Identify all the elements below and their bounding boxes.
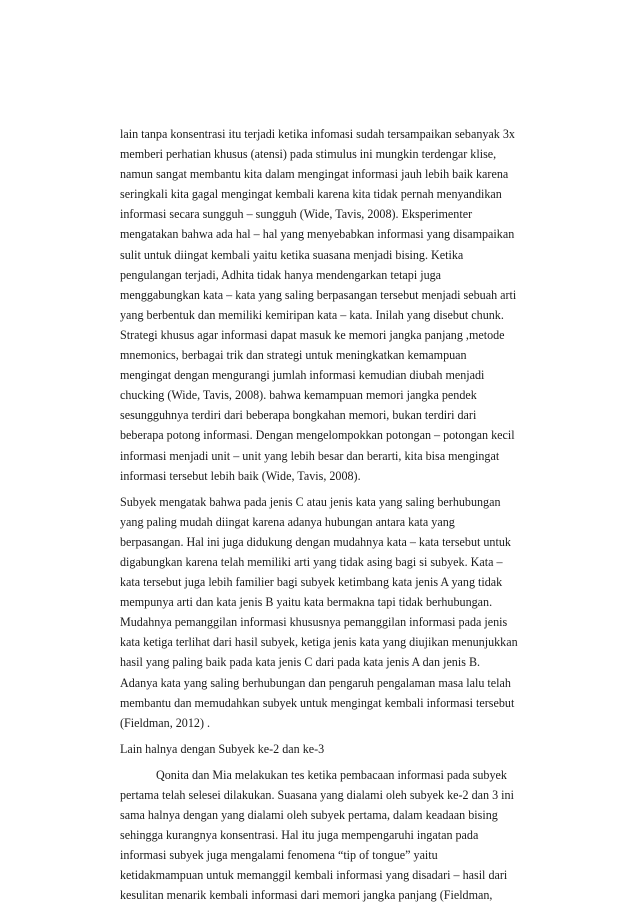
text-line: kata tersebut juga lebih familier bagi subyek ketimbang kata jenis A yang tidak: [120, 575, 503, 590]
paragraph-1: [120, 124, 544, 486]
paragraph-2: [120, 492, 544, 733]
text-line: sesungguhnya terdiri dari beberapa bongkahan memori, bukan terdiri dari: [120, 408, 477, 423]
text-line: Subyek mengatak bahwa pada jenis C atau jenis kata yang saling berhubungan: [120, 494, 501, 509]
text-line: digabungkan karena telah memiliki arti yang tidak asing bagi si subyek. Kata –: [120, 554, 503, 569]
text-line: ketidakmampuan untuk memanggil kembali informasi yang disadari – hasil dari: [120, 868, 508, 883]
text-line: Strategi khusus agar informasi dapat masuk ke memori jangka panjang ,metode: [120, 327, 505, 342]
text-line: pertama telah selesei dilakukan. Suasana yang dialami oleh subyek ke-2 dan 3 ini: [120, 788, 514, 802]
text-line: membantu dan memudahkan subyek untuk mengingat kembali informasi tersebut: [120, 695, 515, 710]
text-line: sehingga kurangnya konsentrasi. Hal itu juga mempengaruhi ingatan pada: [120, 828, 479, 843]
text-line: informasi tersebut lebih baik (Wide, Tavis, 2008).: [120, 468, 361, 483]
text-line: berpasangan. Hal ini juga didukung dengan mudahnya kata – kata tersebut untuk: [120, 534, 511, 549]
text-line: seringkali kita gagal mengingat kembali karena kita tidak pernah menyandikan: [120, 187, 502, 202]
text-line: Qonita dan Mia melakukan tes ketika pembacaan informasi pada subyek: [156, 767, 507, 782]
text-line: yang berbentuk dan memiliki kemiripan kata – kata. Inilah yang disebut chunk.: [120, 307, 504, 322]
text-line: yang paling mudah diingat karena adanya hubungan antara kata yang: [120, 514, 455, 529]
text-line: chucking (Wide, Tavis, 2008). bahwa kemampuan memori jangka pendek: [120, 388, 477, 403]
text-line: hasil yang paling baik pada kata jenis C dari pada kata jenis A dan jenis B.: [120, 655, 481, 670]
text-line: namun sangat membantu kita dalam mengingat informasi jauh lebih baik karena: [120, 167, 509, 182]
text-line: mengingat dengan mengurangi jumlah informasi kemudian diubah menjadi: [120, 368, 485, 383]
text-line: menggabungkan kata – kata yang saling berpasangan tersebut menjadi sebuah arti: [120, 287, 517, 302]
text-line: kesulitan menarik kembali informasi dari memori jangka panjang (Fieldman,: [120, 888, 493, 903]
text-line: mempunya arti dan kata jenis B yaitu kata bermakna tapi tidak berhubungan.: [120, 595, 493, 610]
paragraph-3: [120, 739, 544, 759]
text-line: informasi menjadi unit – unit yang lebih besar dan berarti, kita bisa mengingat: [120, 448, 500, 463]
text-line: beberapa potong informasi. Dengan mengelompokkan potongan – potongan kecil: [120, 428, 515, 443]
text-line: mnemonics, berbagai trik dan strategi untuk meningkatkan kemampuan: [120, 348, 467, 363]
text-line: kata ketiga terlihat dari hasil subyek, ketiga jenis kata yang diujikan menunjukkan: [120, 635, 518, 650]
text-line: lain tanpa konsentrasi itu terjadi ketika infomasi sudah tersampaikan sebanyak 3x: [120, 127, 515, 141]
text-line: Lain halnya dengan Subyek ke-2 dan ke-3: [120, 741, 325, 756]
text-line: informasi subyek juga mengalami fenomena “tip of tongue” yaitu: [120, 848, 438, 863]
paragraph-4: [120, 765, 544, 906]
text-line: informasi secara sungguh – sungguh (Wide, Tavis, 2008). Eksperimenter: [120, 207, 473, 222]
document-page: [120, 124, 544, 906]
text-line: memberi perhatian khusus (atensi) pada stimulus ini mungkin terdengar klise,: [120, 147, 497, 162]
text-line: (Fieldman, 2012) .: [120, 715, 211, 730]
text-line: Adanya kata yang saling berhubungan dan pengaruh pengalaman masa lalu telah: [120, 675, 511, 690]
text-line: sama halnya dengan yang dialami oleh subyek pertama, dalam keadaan bising: [120, 808, 498, 823]
text-line: Mudahnya pemanggilan informasi khususnya pemanggilan informasi pada jenis: [120, 615, 508, 630]
text-line: mengatakan bahwa ada hal – hal yang menyebabkan informasi yang disampaikan: [120, 227, 515, 242]
text-line: pengulangan terjadi, Adhita tidak hanya mendengarkan tetapi juga: [120, 267, 442, 282]
text-line: sulit untuk diingat kembali yaitu ketika suasana menjadi bising. Ketika: [120, 247, 464, 262]
